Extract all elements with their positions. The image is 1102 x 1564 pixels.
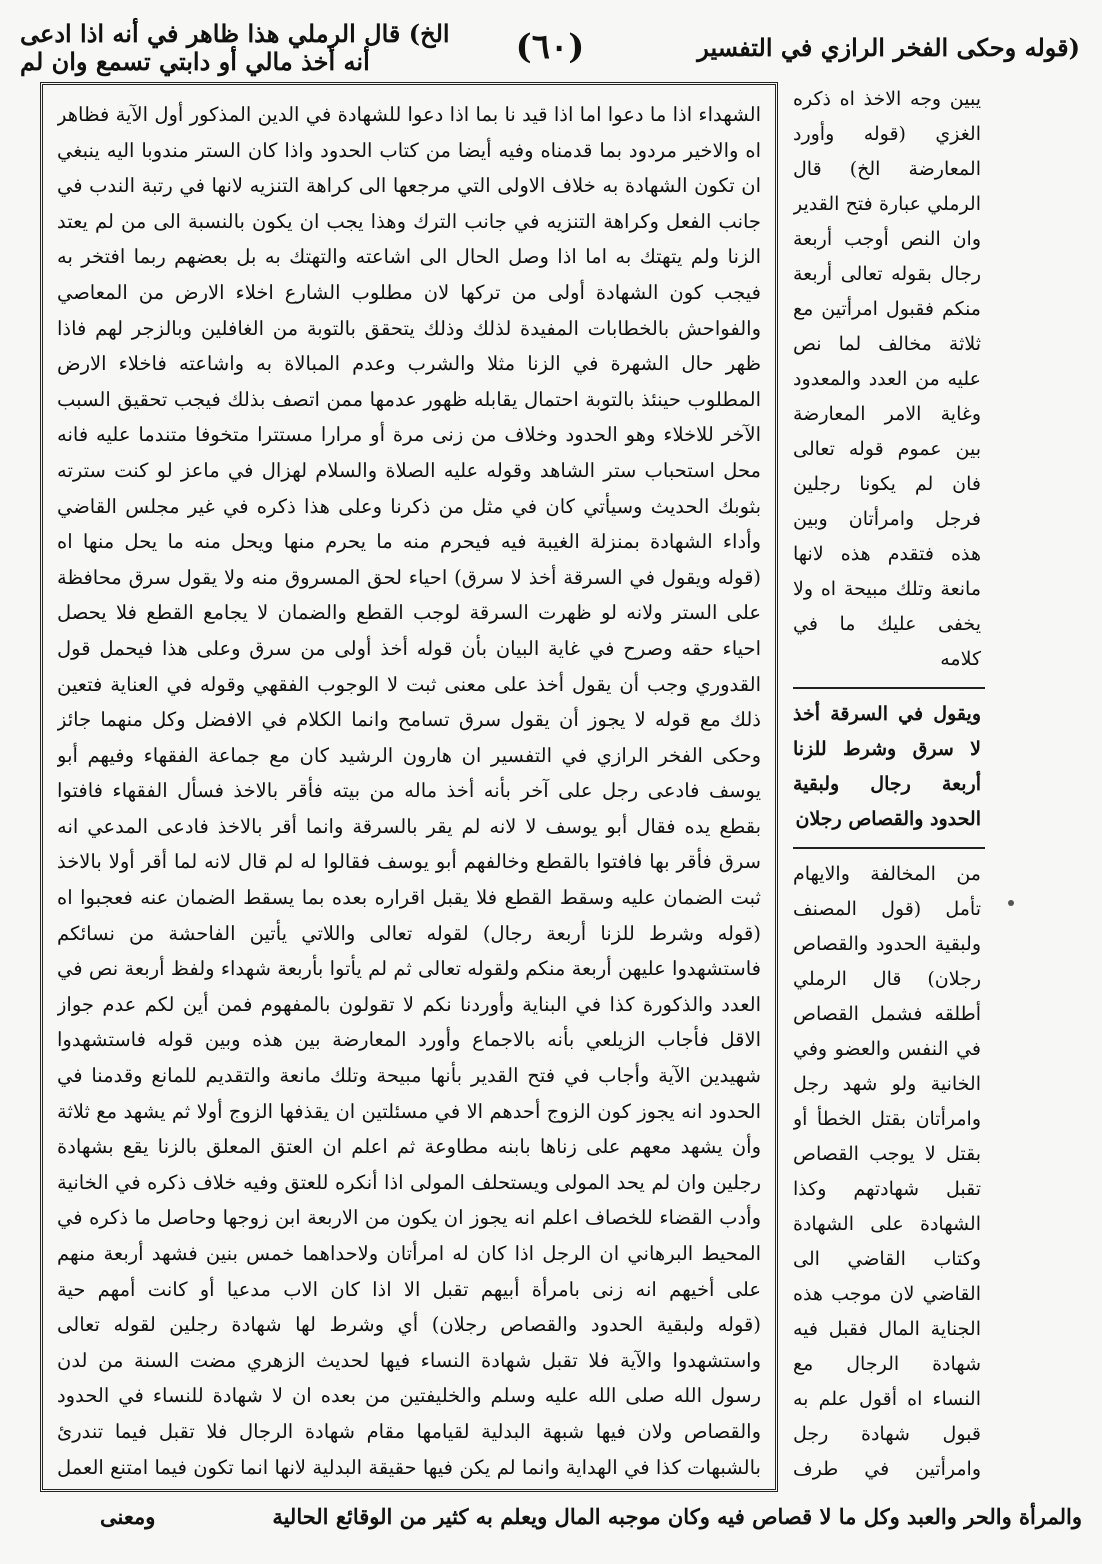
margin-text-1: يبين وجه الاخذ اه ذكره الغزي (قوله وأورد المعارضة الخ) قال الرملي عبارة فتح القدير وان النص أوجب أربعة رجال بقوله تعالى أربعة منكم فقبول امرأتين مع ثلاثة مخالف لما نص عليه من العدد والمعدود وغاية الامر المعارضة بين عموم قوله تعالى فان لم يكونا رجلين فرجل وامرأتان وبين هذه فتقدم هذه لانها مانعة وتلك مبيحة اه ولا يخفى عليك ما في كلامه [793,88,981,670]
running-title-left: الخ) قال الرملي هذا ظاهر في أنه اذا ادعى أنه أخذ مالي أو دابتي تسمع وان لم [20,19,450,76]
main-text-body [57,97,761,1479]
main-text-frame [40,82,778,1492]
page-header [20,18,1080,78]
margin-text-2: ويقول في السرقة أخذ لا سرق وشرط للزنا أربعة رجال ولبقية الحدود والقصاص رجلان [793,703,981,830]
main-paragraph-4: (قوله ولبقية الحدود والقصاص رجلان) أي وشرط لها شهادة رجلين لقوله تعالى واستشهدوا والآية فلا تقبل شهادة النساء فيها لحديث الزهري مضت السنة من لدن رسول الله صلى الله عليه وسلم والخليفتين من بعده ان لا شهادة للنساء في الحدود والقصاص ولان فيها شبهة البدلية لقيامها مقام شهادة الرجال فلا تقبل فيما تندرئ بالشبهات كذا في الهداية وانما لم يكن فيها حقيقة البدلية لانها انما تكون فيما امتنع العمل [57,1313,761,1479]
footer-continuation: والمرأة والحر والعبد وكل ما لا قصاص فيه وكان موجبه المال ويعلم به كثير من الوقائع الحالية [272,1503,1082,1529]
catchword: ومعنى [100,1503,156,1529]
margin-block-2 [793,697,985,843]
page-footer [20,1496,1082,1536]
margin-text-3: من المخالفة والايهام تأمل (قول المصنف ولبقية الحدود والقصاص رجلان) قال الرملي أطلقه فشمل القصاص في النفس والعضو وفي الخانية ولو شهد رجل وامرأتان بقتل الخطأ أو بقتل لا يوجب القصاص تقبل شهادتهم وكذا الشهادة على الشهادة وكتاب القاضي الى القاضي لان موجب هذه الجناية المال فقبل فيه شهادة الرجال مع النساء اه أقول علم به قبول شهادة رجل وامرأتين في طرف [793,863,981,1480]
page-number: (٦٠) [515,27,585,68]
margin-divider-2 [793,847,985,849]
main-paragraph-3: (قوله وشرط للزنا أربعة رجال) لقوله تعالى واللاتي يأتين الفاحشة من نسائكم فاستشهدوا عليهن أربعة منكم ولقوله تعالى ثم لم يأتوا بأربعة شهداء ولفظ أربعة نص في العدد والذكورة كذا في البناية وأوردنا نكم لا تقولون بالمفهوم فمن أين لكم عدم جواز الاقل فأجاب الزيلعي بأنه بالاجماع وأورد المعارضة بين هذه وبين قوله فاستشهدوا شهيدين الآية وأجاب في فتح القدير بأنها مبيحة وتلك مانعة والتقديم للمانع وقدمنا في الحدود انه يجوز كون الزوج أحدهم الا في مسئلتين ان يقذفها الزوج أولا ثم يشهد مع ثلاثة وأن يشهد معهم على زناها بابنه مطاوعة ثم اعلم ان العتق المعلق بالزنا يقع بشهادة رجلين وان لم يحد المولى ويستحلف المولى اذا أنكره للعتق وفيه خلاف ذكره في الخانية وأدب القضاء للخصاف اعلم انه يجوز ان يكون من الاربعة ابن زوجها وحاصل ما ذكره في المحيط البرهاني ان الرجل اذا كان له امرأتان ولاحداهما خمس بنين فشهد أربعة منهم على أخيهم انه زنى بامرأة أبيهم تقبل الا اذا كان الاب مدعيا أو كانت أمهم حية [57,921,761,1301]
running-title-right: (قوله وحكى الفخر الرازي في التفسير [697,33,1080,63]
margin-commentary [793,82,985,1492]
margin-block-1 [793,82,985,683]
main-paragraph-1: الشهداء اذا ما دعوا اما اذا قيد نا بما اذا دعوا للشهادة في الدين المذكور أول الآية فظاهر اه والاخير مردود بما قدمناه وفيه أيضا من كتاب الحدود واذا كان الستر مندوبا اليه ينبغي ان تكون الشهادة به خلاف الاولى التي مرجعها الى كراهة التنزيه لانها في رتبة الندب في جانب الفعل وكراهة التنزيه في جانب الترك وهذا يجب ان يكون بالنسبة الى من لم يعتد الزنا ولم يتهتك به اما اذا وصل الحال الى اشاعته والتهتك به بل بعضهم ربما افتخر به فيجب كون الشهادة أولى من تركها لان مطلوب الشارع اخلاء الارض من المعاصي والفواحش بالخطابات المفيدة لذلك وذلك يتحقق بالتوبة من الغافلين وبالزجر لهم فاذا ظهر حال الشهرة في الزنا مثلا والشرب وعدم المبالاة به واشاعته فاخلاء الارض المطلوب حينئذ بالتوبة احتمال يقابله ظهور عدمها ممن اتصف بذلك فيجب تحقيق السبب الآخر للاخلاء وهو الحدود وخلاف من زنى مرة أو مرارا مستترا متخوفا متندما عليه فانه محل استحباب ستر الشاهد وقوله عليه الصلاة والسلام لهزال في ماعز لو كنت سترته بثوبك الحديث وسيأتي كان في مثل من ذكرنا وعلى هذا ذكره في غير مجلس القاضي وأداء الشهادة بمنزلة الغيبة فيه فيحرم منه ما يحرم منها ويحل منه ما يحل منها اه [57,103,761,554]
margin-divider-1 [793,687,985,689]
margin-block-3 [793,857,985,1492]
margin-dot [1008,900,1014,906]
main-paragraph-2: (قوله ويقول في السرقة أخذ لا سرق) احياء لحق المسروق منه ولا يقول سرق محافظة على الستر ولانه لو ظهرت السرقة لوجب القطع والضمان لا يجامع القطع فلا يحصل احياء حقه وصرح في غاية البيان بأن قوله أخذ أولى من سرق وعلى هذا فيحمل قول القدوري وجب أن يقول أخذ على معنى ثبت لا الوجوب الفقهي وقوله في العناية فتعين ذلك مع قوله لا يجوز أن يقول سرق تسامح وانما الكلام في الافضل وكل منهما جائز وحكى الفخر الرازي في التفسير ان هارون الرشيد كان مع جماعة الفقهاء وفيهم أبو يوسف فادعى رجل على آخر بأنه أخذ ماله من بيته فأقر بالاخذ فسأل الفقهاء فافتوا بقطع يده فقال أبو يوسف لا لانه لم يقر بالسرقة وانما أقر بالاخذ فادعى المدعي انه سرق فأقر بها فافتوا بالقطع وخالفهم أبو يوسف فقالوا له لم قال لانه لما أقر أولا بالاخذ ثبت الضمان عليه وسقط القطع فلا يقبل اقراره بعده بما يسقط الضمان عنه فعجبوا اه [57,565,761,910]
